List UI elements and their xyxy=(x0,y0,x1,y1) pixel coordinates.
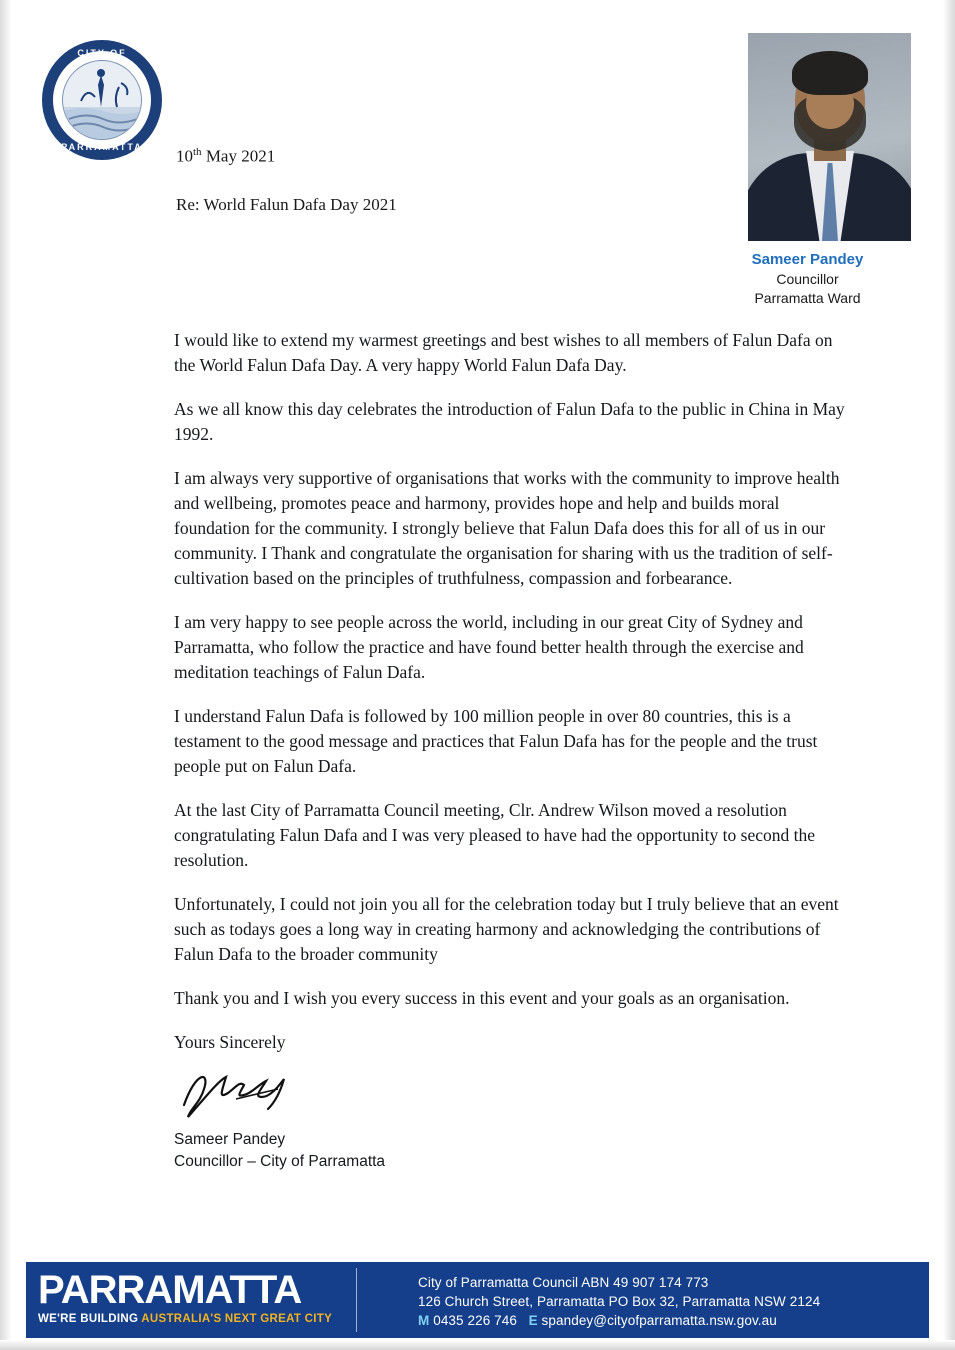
footer-tagline-prefix: WE'RE BUILDING xyxy=(38,1313,142,1325)
letter-date-month-year: May 2021 xyxy=(201,146,276,166)
footer-contact-info xyxy=(418,1273,820,1330)
letter-signoff: Yours Sincerely xyxy=(174,1032,286,1052)
footer-mobile-label: M xyxy=(418,1313,430,1328)
footer-email-address[interactable]: spandey@cityofparramatta.nsw.gov.au xyxy=(541,1313,777,1328)
logo-text-top: CITY OF xyxy=(77,48,127,58)
letter-paragraph: I understand Falun Dafa is followed by 100 million people in over 80 countries, this is a testament to the good message and practices that Falun Dafa has for the people and the trust people put on Falun Dafa. xyxy=(174,706,818,776)
letter-paragraph: Unfortunately, I could not join you all for the celebration today but I truly believe that an event such as todays goes a long way in creating harmony and acknowledging the contributions of Falun Dafa to the broader community xyxy=(174,894,839,964)
letter-subject: Re: World Falun Dafa Day 2021 xyxy=(176,195,397,214)
letter-date-day: 10 xyxy=(176,146,193,166)
page-edge-right xyxy=(943,0,955,1350)
portrait-hair xyxy=(792,51,868,95)
letterhead-footer xyxy=(26,1262,929,1338)
portrait-caption-role: Councillor xyxy=(776,271,839,288)
footer-mobile-number: 0435 226 746 xyxy=(433,1313,518,1328)
signer-name: Sameer Pandey xyxy=(174,1131,286,1148)
signature-image xyxy=(174,1065,846,1123)
footer-brand-wordmark: PARRAMATTA xyxy=(38,1268,302,1312)
councillor-portrait-photo xyxy=(748,33,911,241)
letter-paragraph: I am very happy to see people across the world, including in our great City of Sydney and Parramatta, who follow the practice and have found better health through the exercise and meditation teachings of Falun Dafa. xyxy=(174,612,804,682)
letter-paragraph: At the last City of Parramatta Council meeting, Clr. Andrew Wilson moved a resolution congratulating Falun Dafa and I was very pleased to have had the opportunity to second the resolution. xyxy=(174,800,815,870)
city-of-parramatta-logo xyxy=(42,40,162,160)
letter-paragraph: As we all know this day celebrates the introduction of Falun Dafa to the public in China in May 1992. xyxy=(174,399,845,444)
letter-date-suffix: th xyxy=(193,146,202,158)
letter-paragraph: I am always very supportive of organisations that works with the community to improve health and wellbeing, promotes peace and harmony, provides hope and help and builds moral foundation for the community. I strongly believe that Falun Dafa does this for all of us in our community. I Thank and congratulate the organisation for sharing with us the tradition of self-cultivation based on the principles of truthfulness, compassion and forbearance. xyxy=(174,468,840,588)
footer-address: 126 Church Street, Parramatta PO Box 32, Parramatta NSW 2124 xyxy=(418,1294,821,1309)
footer-tagline-highlight: AUSTRALIA'S NEXT GREAT CITY xyxy=(141,1313,333,1325)
letter-body xyxy=(174,328,846,1174)
letter-paragraph: Thank you and I wish you every success in this event and your goals as an organisation. xyxy=(174,988,790,1008)
page-edge-bottom xyxy=(0,1340,955,1350)
portrait-caption xyxy=(700,250,915,308)
footer-brand xyxy=(38,1268,348,1326)
portrait-caption-name: Sameer Pandey xyxy=(751,251,864,268)
letter-paragraph: I would like to extend my warmest greetings and best wishes to all members of Falun Dafa on the World Falun Dafa Day. A very happy World Falun Dafa Day. xyxy=(174,330,833,375)
footer-divider xyxy=(356,1268,357,1332)
signer-role: Councillor – City of Parramatta xyxy=(174,1153,386,1171)
footer-brand-tagline xyxy=(38,1312,348,1326)
logo-text-bottom: PARRAMATTA xyxy=(61,142,143,152)
page-edge-left xyxy=(0,0,12,1350)
footer-email-label: E xyxy=(528,1313,538,1328)
portrait-caption-ward: Parramatta Ward xyxy=(754,290,861,307)
footer-council-abn: City of Parramatta Council ABN 49 907 174 773 xyxy=(418,1275,709,1290)
footer-contact-line xyxy=(418,1311,820,1330)
logo-crest-icon xyxy=(62,60,142,140)
letter-date xyxy=(176,146,275,167)
